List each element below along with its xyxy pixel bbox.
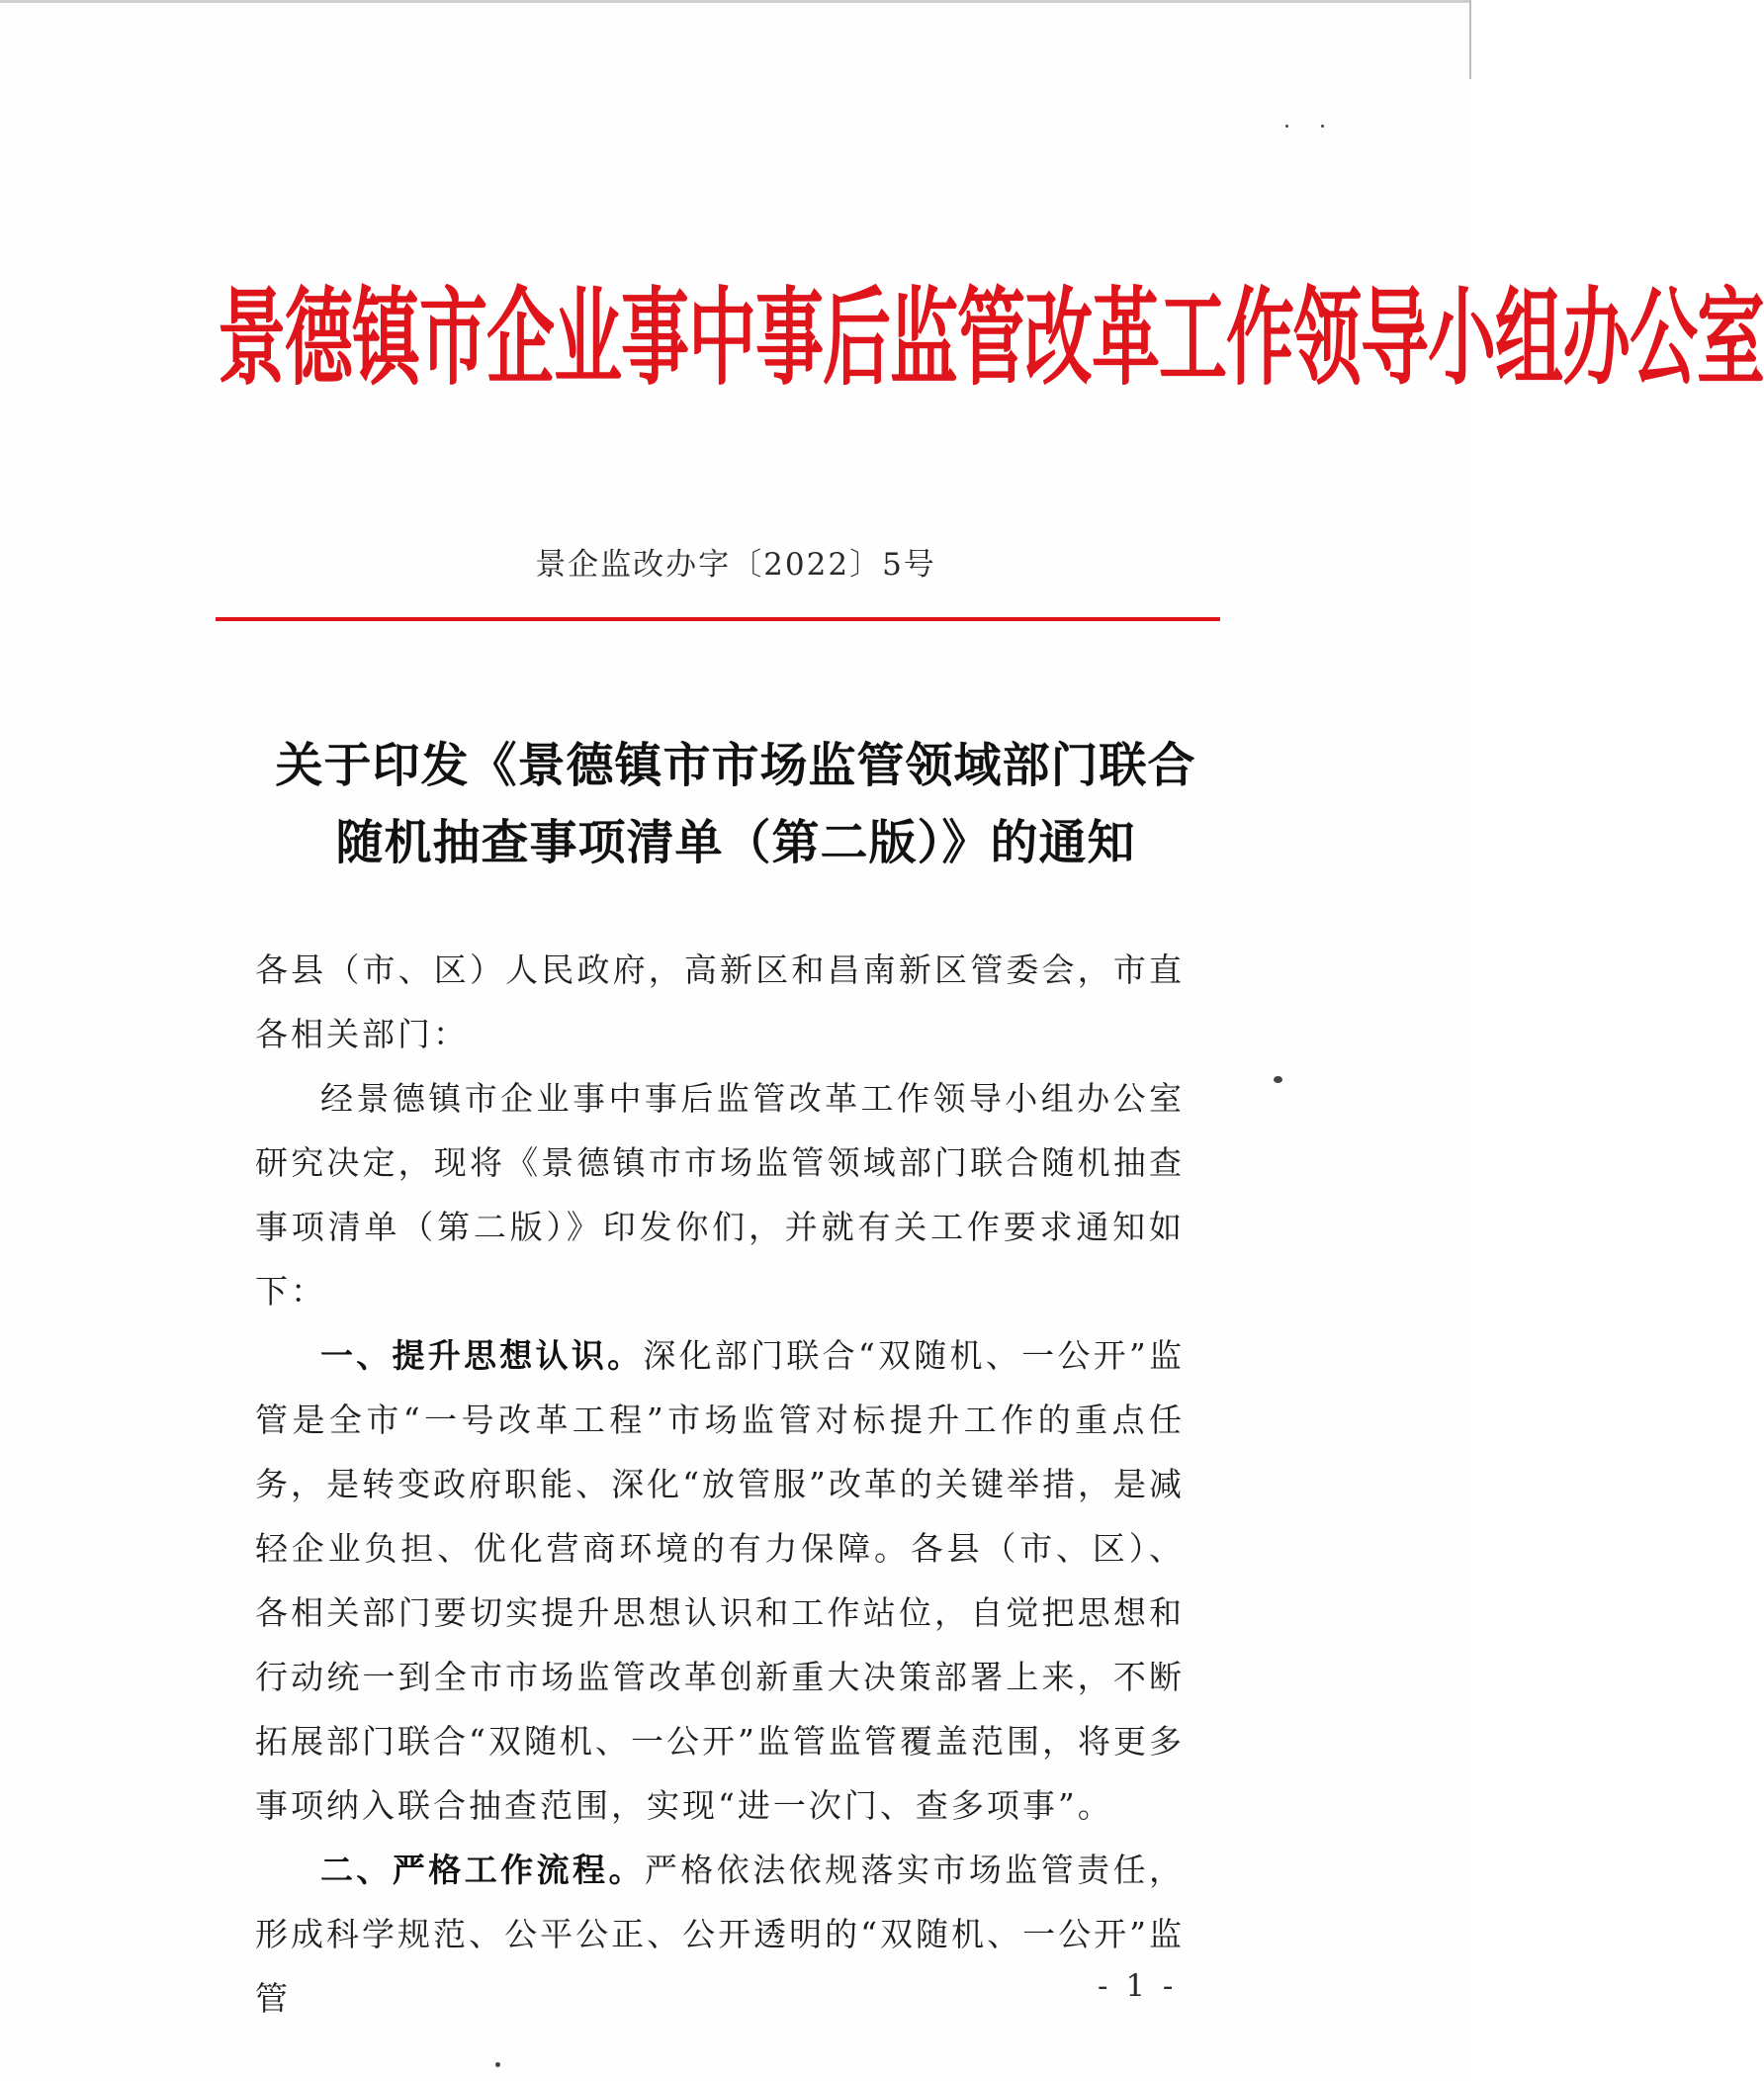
notice-title-line: 关于印发《景德镇市市场监管领域部门联合 xyxy=(275,738,1196,793)
notice-title xyxy=(198,727,1274,881)
section-2-heading: 二、严格工作流程。 xyxy=(320,1851,645,1889)
section-2-paragraph xyxy=(255,1838,1185,2031)
intro-paragraph: 经景德镇市企业事中事后监管改革工作领导小组办公室研究决定，现将《景德镇市市场监管领域部门联合随机抽查事项清单（第二版）》印发你们，并就有关工作要求通知如下： xyxy=(255,1079,1185,1311)
issuer-header: 景德镇市企业事中事后监管改革工作领导小组办公室 xyxy=(218,276,1764,401)
scan-edge xyxy=(0,0,1471,3)
page-number: - 1 - xyxy=(1098,1968,1178,2004)
scan-edge xyxy=(1469,0,1471,79)
section-2-text: 严格依法依规落实市场监管责任，形成科学规范、公平公正、公开透明的“双随机、一公开”监管 xyxy=(255,1851,1186,2018)
notice-title-line: 随机抽查事项清单（第二版）》的通知 xyxy=(335,815,1136,870)
scan-speck xyxy=(1285,125,1288,128)
section-1-paragraph xyxy=(255,1323,1185,1838)
document-number: 景企监改办字〔2022〕5号 xyxy=(535,547,936,583)
red-divider xyxy=(216,617,1220,621)
notice-body xyxy=(255,938,1185,2031)
section-1-text: 深化部门联合“双随机、一公开”监管是全市“一号改革工程”市场监管对标提升工作的重点任务，是转变政府职能、深化“放管服”改革的关键举措，是减轻企业负担、优化营商环境的有力保障。各县（市、区）、各相关部门要切实提升思想认识和工作站位，自觉把思想和行动统一到全市市场监管改革创新重大决策部署上来，不断拓展部门联合“双随机、一公开”监管监管覆盖范围，将更多事项纳入联合抽查范围，实现“进一次门、查多项事”。 xyxy=(255,1336,1185,1825)
section-1-heading: 一、提升思想认识。 xyxy=(320,1336,644,1375)
scan-speck xyxy=(1321,125,1324,128)
scan-speck xyxy=(495,2062,500,2067)
salutation: 各县（市、区）人民政府，高新区和昌南新区管委会，市直各相关部门： xyxy=(255,950,1185,1053)
scan-speck xyxy=(1274,1076,1282,1083)
